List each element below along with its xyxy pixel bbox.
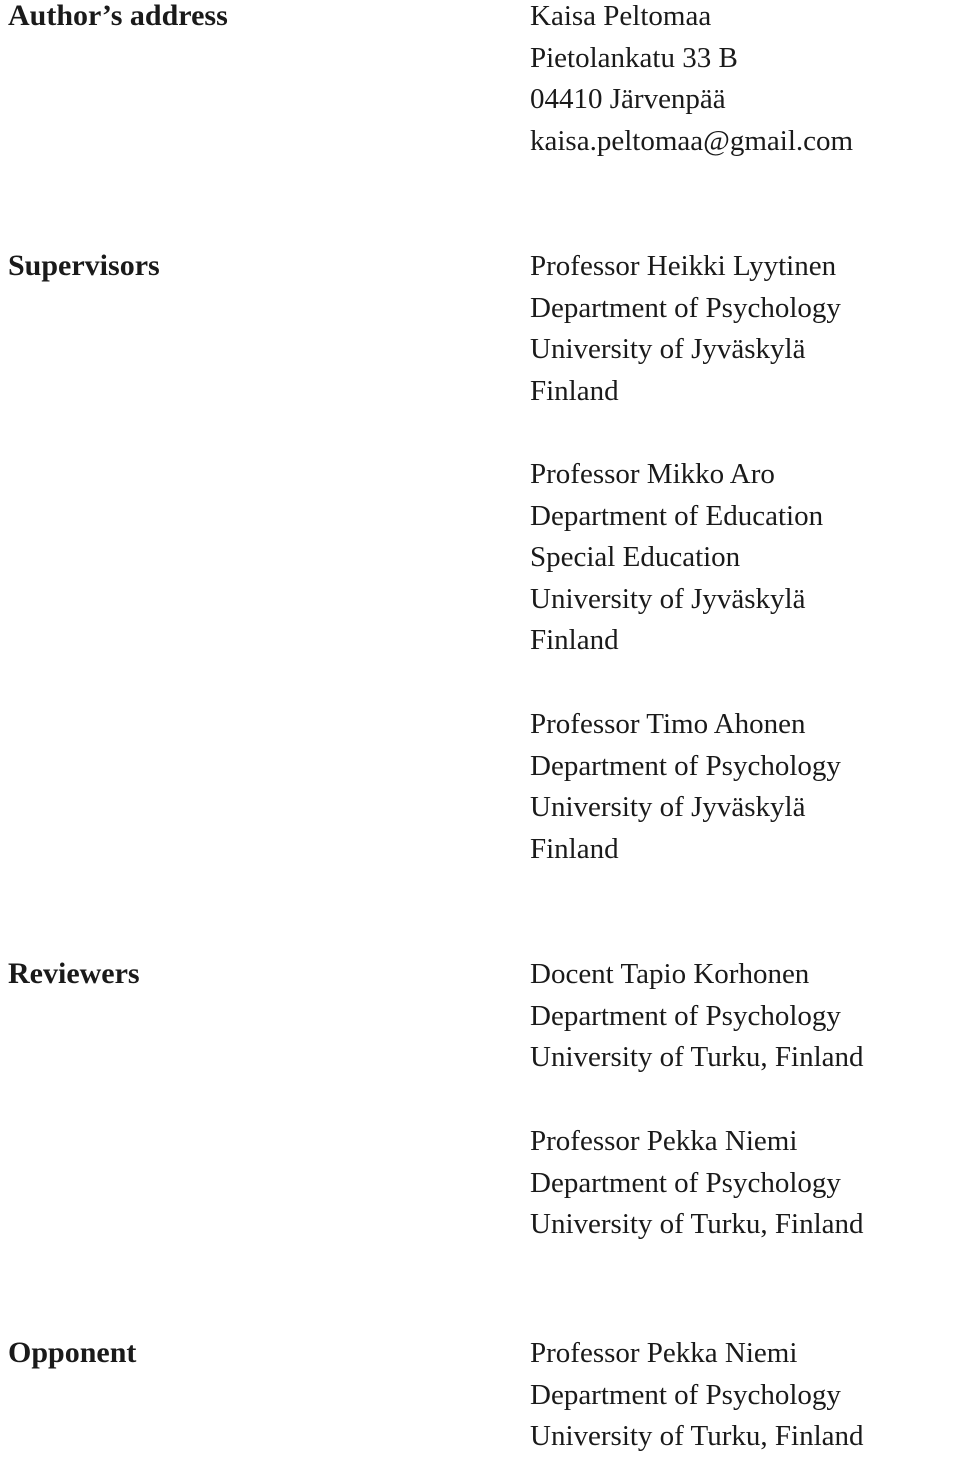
supervisor-3-university: University of Jyväskylä	[530, 791, 806, 824]
reviewer-1-university: University of Turku, Finland	[530, 1041, 864, 1074]
supervisor-3-country: Finland	[530, 832, 619, 865]
supervisor-1-block	[530, 246, 841, 412]
reviewer-2-department: Department of Psychology	[530, 1166, 841, 1199]
supervisor-2-university: University of Jyväskylä	[530, 582, 806, 615]
supervisor-1-name: Professor Heikki Lyytinen	[530, 250, 837, 282]
reviewer-1-block	[530, 954, 864, 1079]
section-label-opponent: Opponent	[8, 1336, 137, 1369]
section-label-author-address: Author’s address	[8, 0, 228, 32]
supervisor-3-name: Professor Timo Ahonen	[530, 708, 806, 740]
reviewer-2-name: Professor Pekka Niemi	[530, 1125, 798, 1157]
supervisor-2-block	[530, 454, 823, 662]
opponent-name: Professor Pekka Niemi	[530, 1337, 798, 1369]
reviewer-1-department: Department of Psychology	[530, 999, 841, 1032]
author-street: Pietolankatu 33 B	[530, 41, 738, 74]
supervisor-1-department: Department of Psychology	[530, 291, 841, 324]
supervisor-2-country: Finland	[530, 624, 619, 657]
reviewer-2-block	[530, 1121, 864, 1246]
supervisor-2-unit: Special Education	[530, 541, 741, 574]
section-label-reviewers: Reviewers	[8, 957, 140, 990]
author-city: 04410 Järvenpää	[530, 83, 726, 116]
supervisor-2-department: Department of Education	[530, 499, 824, 532]
supervisor-3-department: Department of Psychology	[530, 749, 841, 782]
reviewer-1-name: Docent Tapio Korhonen	[530, 958, 810, 990]
opponent-block	[530, 1333, 864, 1458]
opponent-university: University of Turku, Finland	[530, 1420, 864, 1453]
opponent-department: Department of Psychology	[530, 1378, 841, 1411]
supervisor-3-block	[530, 704, 841, 870]
supervisor-2-name: Professor Mikko Aro	[530, 458, 775, 490]
author-name: Kaisa Peltomaa	[530, 0, 712, 32]
supervisor-1-country: Finland	[530, 374, 619, 407]
supervisor-1-university: University of Jyväskylä	[530, 333, 806, 366]
section-label-supervisors: Supervisors	[8, 249, 160, 282]
reviewer-2-university: University of Turku, Finland	[530, 1208, 864, 1241]
author-email: kaisa.peltomaa@gmail.com	[530, 124, 854, 157]
author-address-block	[530, 0, 853, 162]
